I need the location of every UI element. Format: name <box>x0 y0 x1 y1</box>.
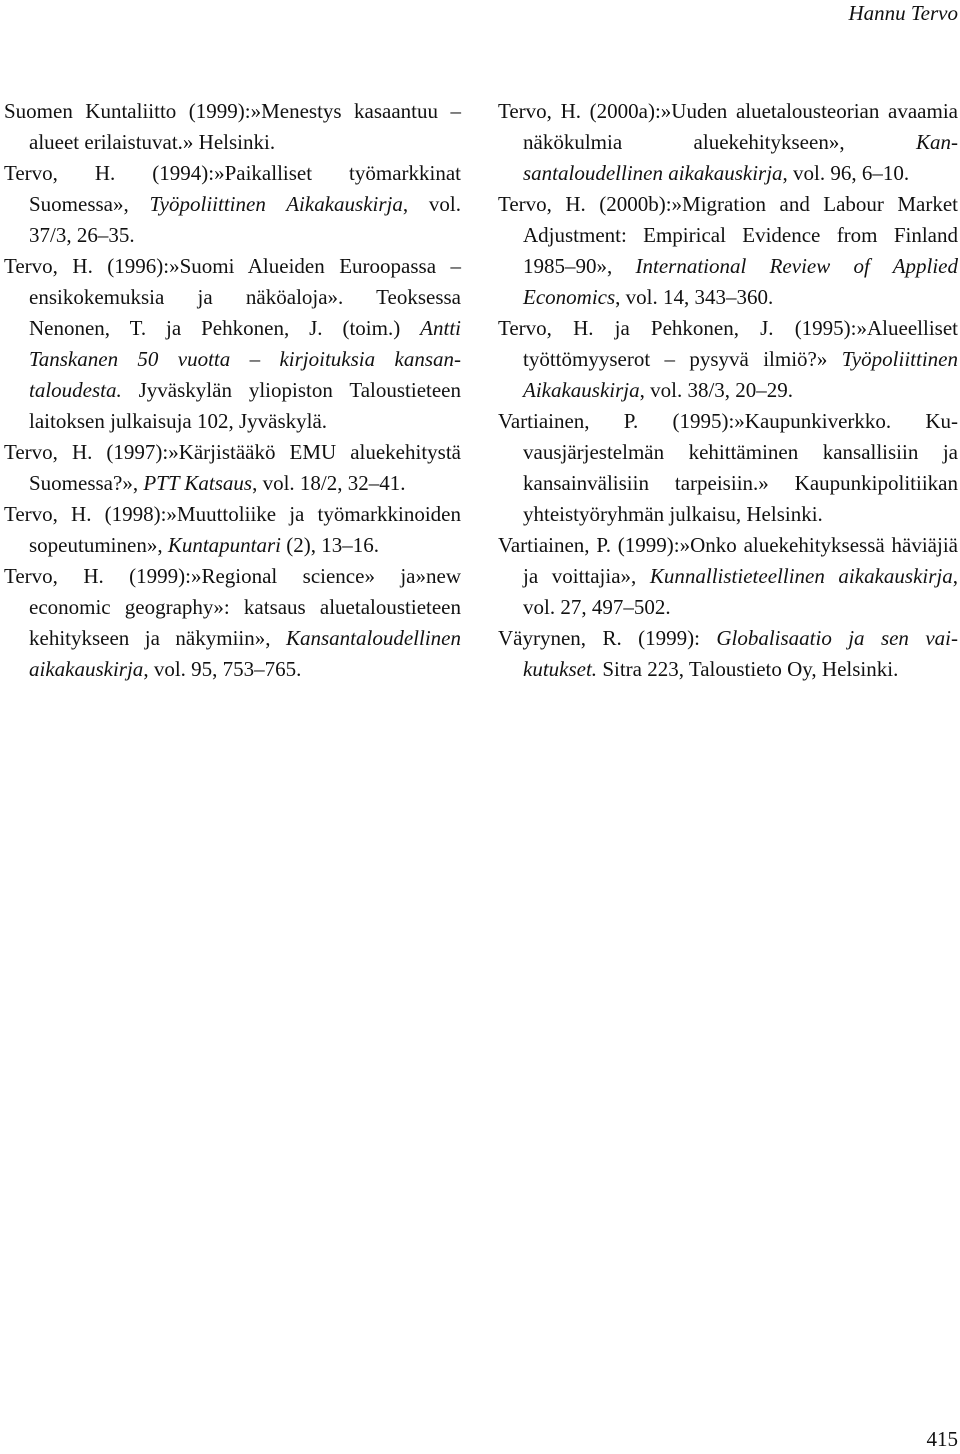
reference-list-left <box>4 96 461 685</box>
reference-entry <box>4 251 461 437</box>
reference-publication: Kunnallistieteellinen aikakauskirja <box>649 564 953 588</box>
reference-publication: Kansantaloudellinen aikakauskirja <box>523 130 958 185</box>
reference-entry <box>498 530 958 623</box>
reference-text: , vol. 37/3, 26–35. <box>29 192 462 247</box>
reference-text: , vol. 95, 753–765. <box>143 657 302 681</box>
page-number: 415 <box>926 1427 958 1451</box>
reference-entry <box>4 158 461 251</box>
reference-text: Tervo, H. (1997):»Kärjistääkö EMU aluekehitystä Suomessa?», <box>4 440 461 495</box>
reference-text: , vol. 96, 6–10. <box>782 161 910 185</box>
reference-text: Tervo, H. ja Pehkonen, J. (1995):»Alueelliset työttömyyserot – pysyvä ilmiö?» <box>498 316 958 371</box>
reference-entry <box>4 499 461 561</box>
reference-publication: Työpoliittinen Aikakauskirja <box>149 192 403 216</box>
reference-text: Jyväskylän yliopiston Taloustieteen laitoksen julkaisuja 102, Jyväskylä. <box>29 378 461 433</box>
reference-publication: Kansantaloudellinen aikakauskirja <box>29 626 461 681</box>
reference-text: Vartiainen, P. (1999):»Onko aluekehityksessä häviäjiä ja voittajia», <box>498 533 958 588</box>
reference-text: Tervo, H. (2000b):»Migration and Labour Market Adjustment: Empirical Evidence from Finland 1985–90», <box>498 192 958 278</box>
reference-text: Tervo, H. (2000a):»Uuden aluetalousteorian avaamia näkökulmia aluekehitykseen», <box>498 99 958 154</box>
reference-text: Tervo, H. (1999):»Regional science» ja»new economic geography»: katsaus aluetaloustieteen kehitykseen ja näkymiin», <box>4 564 461 650</box>
reference-text: Tervo, H. (1996):»Suomi Alueiden Euroopassa – ensikokemuksia ja näköaloja». Teoksessa Nenonen, T. ja Pehkonen, J. (toim.) <box>4 254 461 340</box>
reference-publication: International Review of Applied Economics <box>523 254 959 309</box>
reference-text: , vol. 18/2, 32–41. <box>252 471 406 495</box>
reference-entry <box>498 313 958 406</box>
reference-text: (2), 13–16. <box>281 533 380 557</box>
reference-entry <box>498 623 958 685</box>
reference-text: , vol. 38/3, 20–29. <box>639 378 794 402</box>
reference-publication: Antti Tanskanen 50 vuotta – kirjoituksia kansantaloudesta. <box>29 316 461 402</box>
reference-publication: Työpoliittinen Aikakauskirja <box>523 347 958 402</box>
reference-entry <box>4 561 461 685</box>
reference-text: Vartiainen, P. (1995):»Kaupunkiverkko. Kuvausjärjestelmän kehittäminen kansallisiin ja kansainvälisiin tarpeisiin.» Kaupunkipolitiikan yhteistyöryhmän julkaisu, Helsinki. <box>498 409 958 526</box>
reference-text: Tervo, H. (1994):»Paikalliset työmarkkinat Suomessa», <box>4 161 461 216</box>
reference-publication: Kuntapuntari <box>167 533 282 557</box>
reference-entry <box>498 96 958 189</box>
reference-text: Sitra 223, Taloustieto Oy, Helsinki. <box>597 657 899 681</box>
reference-publication: Globalisaatio ja sen vaikutukset. <box>523 626 958 681</box>
reference-list-right <box>498 96 958 685</box>
reference-entry <box>4 96 461 158</box>
reference-entry <box>4 437 461 499</box>
reference-entry <box>498 406 958 530</box>
reference-text: Tervo, H. (1998):»Muuttoliike ja työmarkkinoiden sopeutuminen», <box>4 502 461 557</box>
reference-publication: PTT Katsaus <box>143 471 253 495</box>
reference-text: , vol. 14, 343–360. <box>615 285 774 309</box>
reference-entry <box>498 189 958 313</box>
reference-text: Väyrynen, R. (1999): <box>498 626 717 650</box>
running-head-author: Hannu Tervo <box>848 1 958 25</box>
reference-text: Suomen Kuntaliitto (1999):»Menestys kasaantuu – alueet erilaistuvat.» Helsinki. <box>4 99 461 154</box>
reference-text: , vol. 27, 497–502. <box>523 564 958 619</box>
